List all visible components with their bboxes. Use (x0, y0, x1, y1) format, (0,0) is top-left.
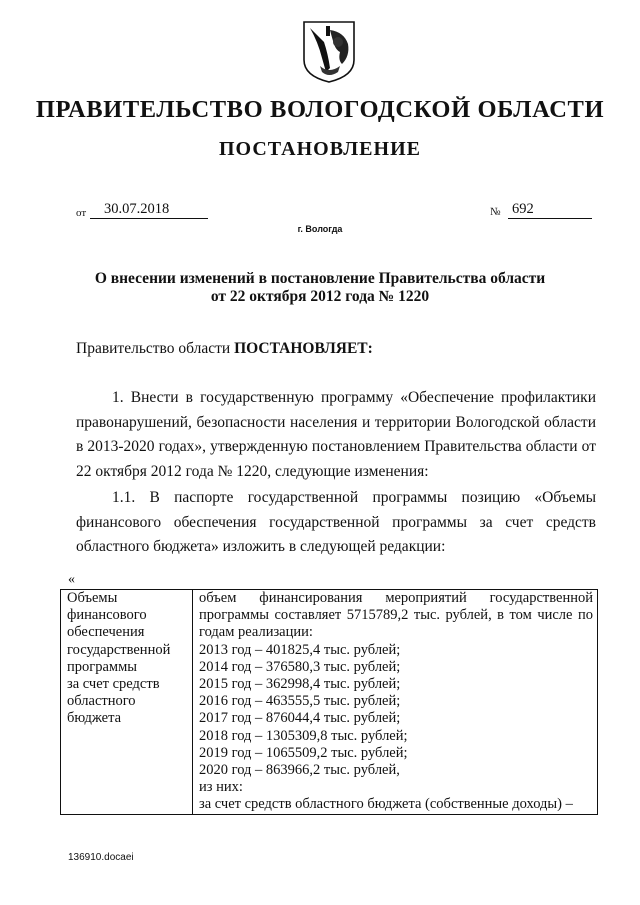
funding-intro: объем финансирования мероприятий государственной программы составляет 5715789,2 тыс. рублей, в том числе по годам реализации: (199, 590, 593, 641)
label-line: обеспечения (67, 624, 145, 641)
regional-budget-line: за счет средств областного бюджета (собственные доходы) – (199, 796, 573, 813)
label-line: областного (67, 693, 136, 710)
year-line: 2014 год – 376580,3 тыс. рублей; (199, 658, 401, 675)
decree-line (76, 340, 373, 358)
coat-of-arms-icon (300, 20, 358, 84)
decree-subject: Правительство области (76, 340, 231, 357)
table-label-cell (61, 590, 193, 815)
document-type: ПОСТАНОВЛЕНИЕ (219, 138, 421, 160)
document-date: 30.07.2018 (90, 200, 208, 219)
title-line-1: О внесении изменений в постановление Правительства области (94, 270, 546, 287)
quote-open: « (68, 572, 75, 587)
year-line: 2016 год – 463555,5 тыс. рублей; (199, 693, 401, 710)
label-line: за счет средств (67, 676, 160, 693)
table-value-cell (193, 590, 598, 815)
number-label: № (490, 206, 501, 218)
label-line: финансового (67, 607, 147, 624)
footer-filename: 136910.docaei (68, 852, 134, 863)
year-line: 2018 год – 1305309,8 тыс. рублей; (199, 727, 408, 744)
city: г. Вологда (297, 224, 343, 234)
year-line: 2013 год – 401825,4 тыс. рублей; (199, 641, 401, 658)
title-line-2: от 22 октября 2012 года № 1220 (210, 288, 430, 305)
label-line: бюджета (67, 710, 122, 727)
year-line: 2015 год – 362998,4 тыс. рублей; (199, 676, 401, 693)
year-line: 2019 год – 1065509,2 тыс. рублей; (199, 744, 408, 761)
year-line: 2017 год – 876044,4 тыс. рублей; (199, 710, 401, 727)
year-line: 2020 год – 863966,2 тыс. рублей, (199, 762, 400, 779)
decree-verb: ПОСТАНОВЛЯЕТ: (234, 340, 373, 357)
label-line: государственной (67, 641, 171, 658)
passport-table (60, 589, 598, 815)
paragraph-1: 1. Внести в государственную программу «Обеспечение профилактики правонарушений, безопасности населения и территории Вологодской области в 2013-2020 годах», утвержденную постановлением Правительства области от 22 октября 2012 года № 1220, следующие изменения: (76, 389, 596, 480)
paragraph-1-1: 1.1. В паспорте государственной программы позицию «Объемы финансового обеспечения государственной программы за счет средств областного бюджета» изложить в следующей редакции: (76, 489, 596, 556)
label-line: программы (67, 658, 137, 675)
organization-title: ПРАВИТЕЛЬСТВО ВОЛОГОДСКОЙ ОБЛАСТИ (35, 96, 605, 123)
document-title (60, 270, 580, 306)
document-number: 692 (508, 200, 592, 219)
label-line: Объемы (67, 590, 118, 606)
of-them-line: из них: (199, 779, 243, 796)
date-label: от (76, 207, 87, 219)
table-row (61, 590, 598, 815)
